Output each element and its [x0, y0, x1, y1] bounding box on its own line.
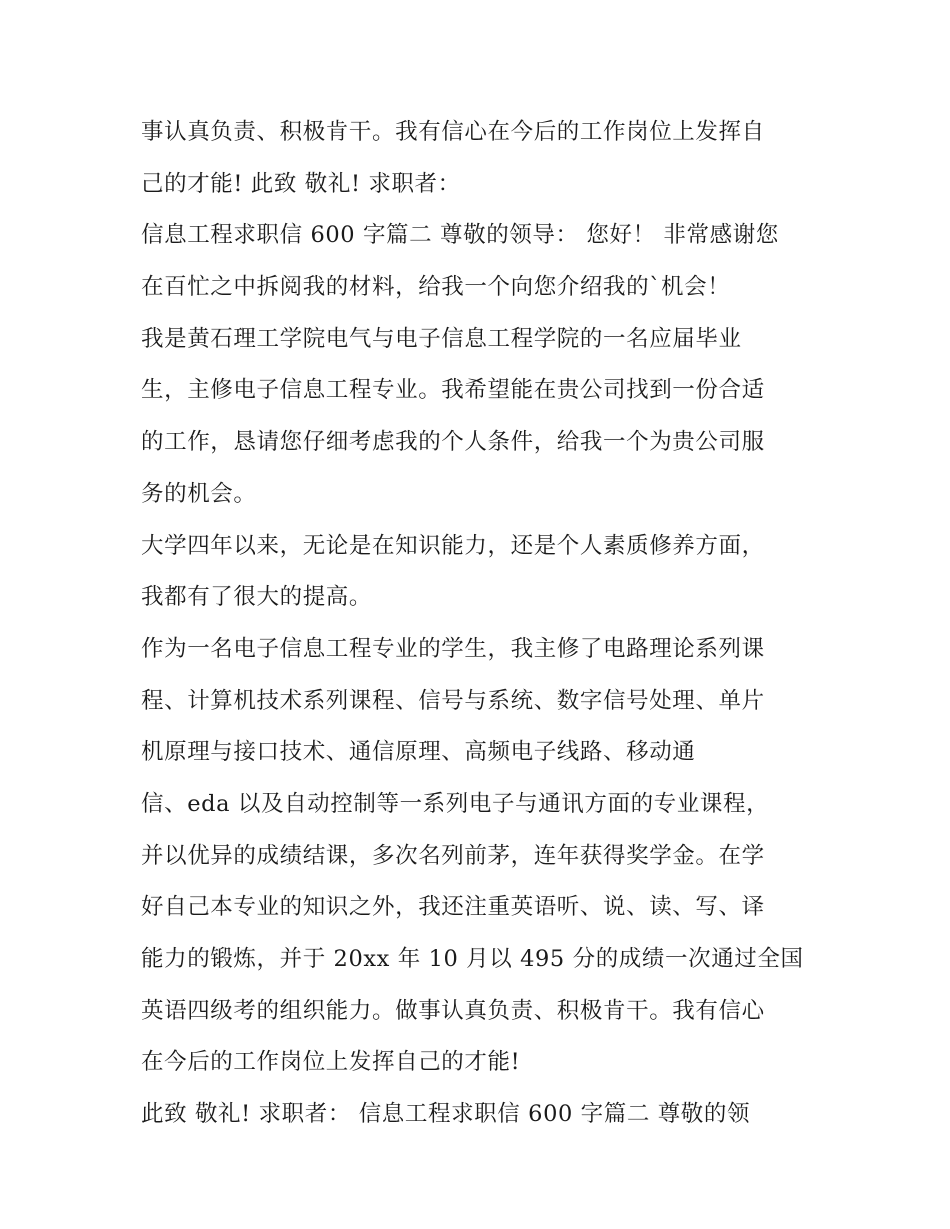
- text-line: 信息工程求职信 600 字篇二 尊敬的领导： 您好！ 非常感谢您: [141, 222, 779, 249]
- text-line: 在今后的工作岗位上发挥自己的才能!: [141, 1049, 521, 1076]
- text-line: 机原理与接口技术、通信原理、高频电子线路、移动通: [141, 739, 696, 766]
- text-line: 的工作，恳请您仔细考虑我的个人条件，给我一个为贵公司服: [141, 429, 765, 456]
- text-line: 务的机会。: [141, 480, 257, 507]
- text-line: 作为一名电子信息工程专业的学生，我主修了电路理论系列课: [141, 635, 765, 662]
- text-line: 我是黄石理工学院电气与电子信息工程学院的一名应届毕业: [141, 325, 742, 352]
- text-line: 并以优异的成绩结课，多次名列前茅，连年获得奖学金。在学: [141, 842, 765, 869]
- text-line: 好自己本专业的知识之外，我还注重英语听、说、读、写、译: [141, 894, 765, 921]
- text-line: 生，主修电子信息工程专业。我希望能在贵公司找到一份合适: [141, 377, 765, 404]
- text-line: 己的才能! 此致 敬礼! 求职者：: [141, 170, 461, 197]
- text-line: 英语四级考的组织能力。做事认真负责、积极肯干。我有信心: [141, 997, 765, 1024]
- document-body: [141, 107, 821, 1141]
- text-line: 此致 敬礼! 求职者： 信息工程求职信 600 字篇二 尊敬的领: [141, 1101, 751, 1128]
- text-line: 信、eda 以及自动控制等一系列电子与通讯方面的专业课程，: [141, 790, 770, 817]
- text-line: 大学四年以来，无论是在知识能力，还是个人素质修养方面，: [141, 532, 765, 559]
- text-line: 在百忙之中拆阅我的材料，给我一个向您介绍我的`机会！: [141, 274, 731, 301]
- text-line: 事认真负责、积极肯干。我有信心在今后的工作岗位上发挥自: [141, 119, 765, 145]
- text-line: 我都有了很大的提高。: [141, 584, 373, 611]
- text-line: 程、计算机技术系列课程、信号与系统、数字信号处理、单片: [141, 687, 765, 714]
- text-line: 能力的锻炼，并于 20xx 年 10 月以 495 分的成绩一次通过全国: [141, 946, 804, 972]
